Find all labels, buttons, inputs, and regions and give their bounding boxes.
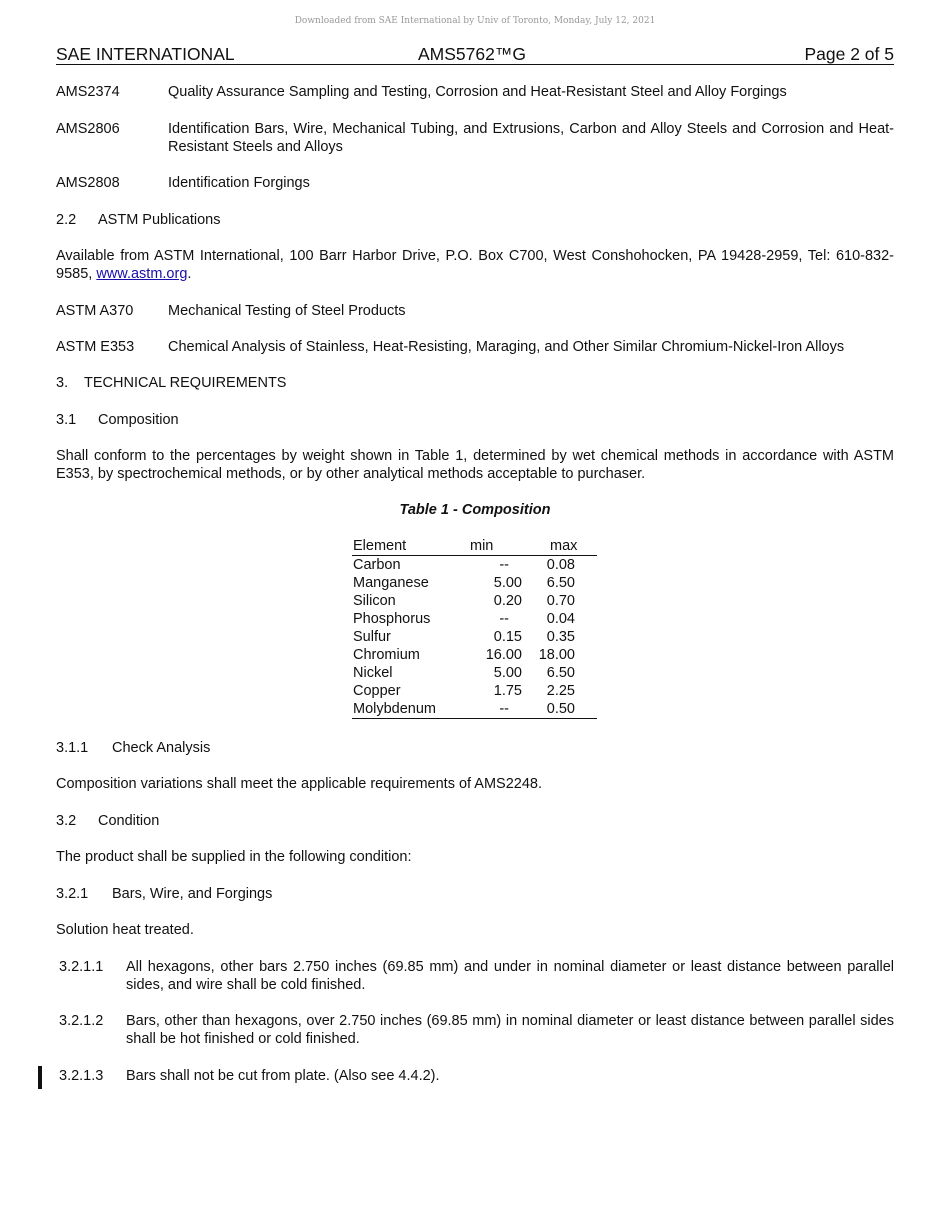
header-document-code: AMS5762™G <box>418 44 526 64</box>
section-title: TECHNICAL REQUIREMENTS <box>84 375 287 391</box>
max-value: 18.00 <box>538 647 575 663</box>
reference-ams2808 <box>56 174 894 192</box>
max-value: 6.50 <box>546 575 575 591</box>
condition-paragraph: The product shall be supplied in the following condition: <box>56 849 412 865</box>
check-analysis-paragraph: Composition variations shall meet the applicable requirements of AMS2248. <box>56 776 543 792</box>
reference-title: Identification Forgings <box>168 175 310 191</box>
reference-number: AMS2808 <box>56 175 120 191</box>
header-page-number: Page 2 of 5 <box>804 44 894 64</box>
table-row <box>352 610 597 628</box>
max-value: 0.08 <box>546 557 575 573</box>
composition-table <box>352 538 597 719</box>
element-name: Chromium <box>353 647 420 663</box>
table-row <box>352 682 597 700</box>
astm-website-link[interactable]: www.astm.org <box>96 266 188 282</box>
subsection-3-2-1-3 <box>56 1067 894 1085</box>
section-number: 2.2 <box>56 212 77 228</box>
min-value: 5.00 <box>493 575 522 591</box>
min-value: 16.00 <box>485 647 522 663</box>
subsection-3-2-1-1 <box>56 958 894 994</box>
page-header <box>56 44 894 65</box>
element-name: Copper <box>353 683 401 699</box>
header-organization: SAE INTERNATIONAL <box>56 44 235 64</box>
reference-number: AMS2806 <box>56 121 120 137</box>
table-header-row <box>352 538 597 556</box>
min-value: -- <box>499 611 509 627</box>
table-row <box>352 700 597 719</box>
subsection-number: 3.2.1.2 <box>59 1013 104 1029</box>
section-number: 3. <box>56 375 69 391</box>
table-row <box>352 592 597 610</box>
column-header-min: min <box>466 538 522 556</box>
min-value: 5.00 <box>493 665 522 681</box>
composition-paragraph: Shall conform to the percentages by weight shown in Table 1, determined by wet chemical methods in accordance with ASTM E353, by spectrochemical methods, or by other analytical methods acceptable to purchaser. <box>56 448 894 482</box>
max-value: 0.04 <box>546 611 575 627</box>
astm-availability-paragraph <box>56 247 894 283</box>
subsection-text: Bars, other than hexagons, over 2.750 inches (69.85 mm) in nominal diameter or least distance between parallel sides shall be hot finished or cold finished. <box>126 1013 894 1047</box>
section-title: Condition <box>98 813 160 829</box>
section-heading-3 <box>56 374 286 392</box>
subsection-text: Bars shall not be cut from plate. (Also see 4.4.2). <box>126 1068 440 1084</box>
download-watermark: Downloaded from SAE International by Univ of Toronto, Monday, July 12, 2021 <box>294 16 656 26</box>
element-name: Sulfur <box>353 629 391 645</box>
max-value: 0.70 <box>546 593 575 609</box>
table-row <box>352 556 597 575</box>
section-number: 3.2 <box>56 813 77 829</box>
section-heading-3-1 <box>56 411 179 429</box>
table-row <box>352 646 597 664</box>
section-number: 3.1.1 <box>56 740 89 756</box>
column-header-max: max <box>522 538 597 556</box>
reference-number: ASTM A370 <box>56 303 134 319</box>
section-number: 3.1 <box>56 412 77 428</box>
subsection-number: 3.2.1.1 <box>59 959 104 975</box>
reference-number: ASTM E353 <box>56 339 135 355</box>
reference-title: Identification Bars, Wire, Mechanical Tubing, and Extrusions, Carbon and Alloy Steels and Corrosion and Heat-Resistant Steels and Alloys <box>168 121 894 155</box>
subsection-text: All hexagons, other bars 2.750 inches (69.85 mm) and under in nominal diameter or least distance between parallel sides, and wire shall be cold finished. <box>126 959 894 993</box>
min-value: -- <box>499 557 509 573</box>
section-heading-3-1-1 <box>56 739 210 757</box>
section-number: 3.2.1 <box>56 886 89 902</box>
subsection-3-2-1-2 <box>56 1012 894 1048</box>
section-title: Check Analysis <box>112 740 211 756</box>
section-heading-3-2 <box>56 812 159 830</box>
revision-change-bar <box>38 1066 42 1089</box>
min-value: 0.20 <box>493 593 522 609</box>
reference-title: Mechanical Testing of Steel Products <box>168 303 406 319</box>
table-row <box>352 574 597 592</box>
astm-availability-end: . <box>187 266 192 282</box>
min-value: 1.75 <box>493 683 522 699</box>
min-value: 0.15 <box>493 629 522 645</box>
section-title: Bars, Wire, and Forgings <box>112 886 273 902</box>
section-title: ASTM Publications <box>98 212 221 228</box>
table-row <box>352 664 597 682</box>
table-row <box>352 628 597 646</box>
reference-ams2374 <box>56 83 894 101</box>
astm-availability-text: Available from ASTM International, 100 Barr Harbor Drive, P.O. Box C700, West Conshohocken, PA 19428-2959, Tel: 610-832-9585, <box>56 248 894 282</box>
element-name: Molybdenum <box>352 700 466 719</box>
reference-astm-e353 <box>56 338 894 356</box>
min-value: -- <box>466 700 522 719</box>
section-title: Composition <box>98 412 179 428</box>
section-heading-3-2-1 <box>56 885 272 903</box>
element-name: Manganese <box>353 575 429 591</box>
reference-astm-a370 <box>56 302 894 320</box>
reference-title: Quality Assurance Sampling and Testing, Corrosion and Heat-Resistant Steel and Alloy Forgings <box>168 84 787 100</box>
column-header-element: Element <box>352 538 466 556</box>
solution-heat-treated-paragraph: Solution heat treated. <box>56 922 194 938</box>
element-name: Carbon <box>353 557 401 573</box>
element-name: Silicon <box>353 593 396 609</box>
reference-number: AMS2374 <box>56 84 120 100</box>
subsection-number: 3.2.1.3 <box>59 1068 104 1084</box>
element-name: Nickel <box>353 665 393 681</box>
reference-ams2806 <box>56 120 894 156</box>
section-heading-2-2 <box>56 211 221 229</box>
table-caption: Table 1 - Composition <box>399 502 551 518</box>
reference-title: Chemical Analysis of Stainless, Heat-Resisting, Maraging, and Other Similar Chromium-Nickel-Iron Alloys <box>168 339 845 355</box>
max-value: 6.50 <box>546 665 575 681</box>
max-value: 0.35 <box>546 629 575 645</box>
element-name: Phosphorus <box>353 611 431 627</box>
max-value: 0.50 <box>522 700 597 719</box>
max-value: 2.25 <box>546 683 575 699</box>
